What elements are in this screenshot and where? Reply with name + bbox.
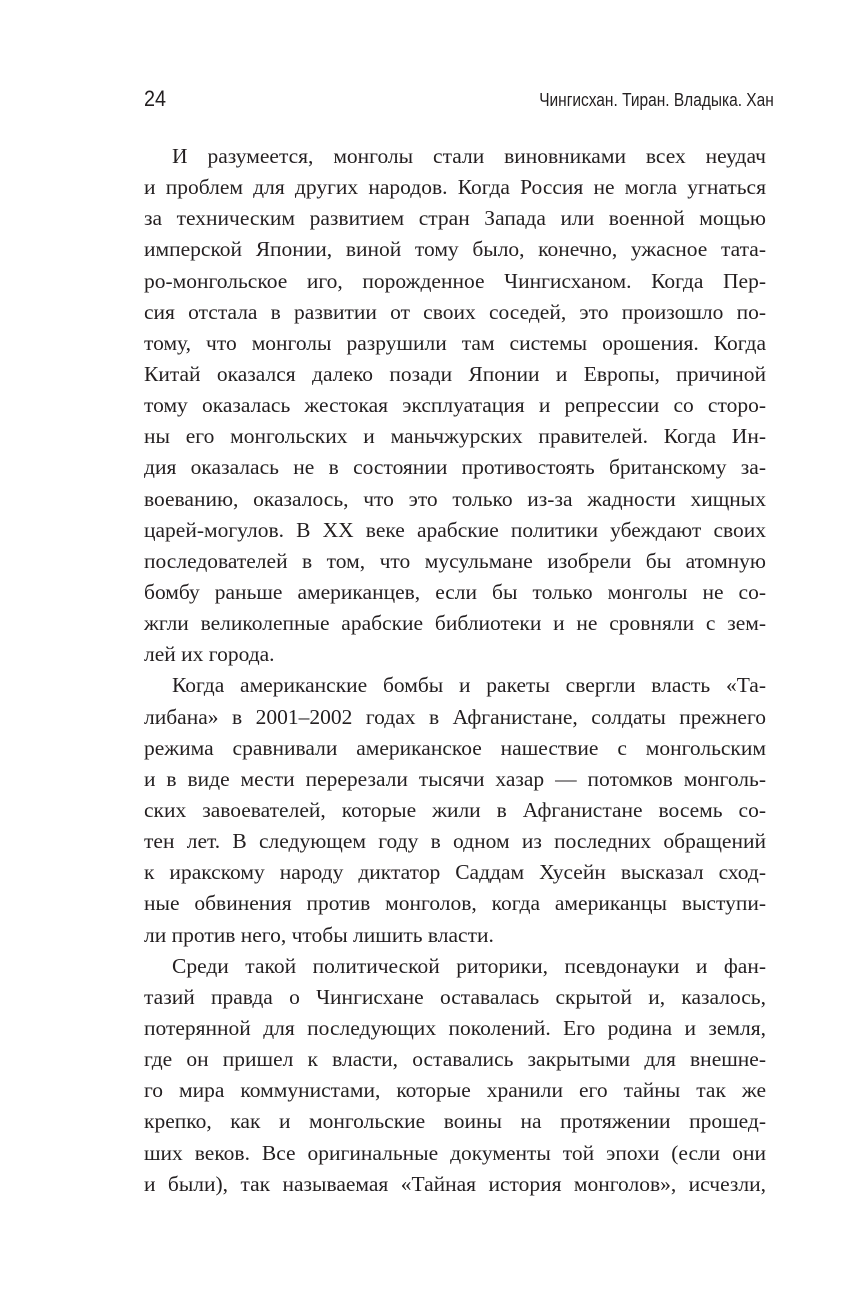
text-line: тому, что монголы разрушили там системы орошения. Когда: [144, 330, 766, 355]
text-line: имперской Японии, виной тому было, конечно, ужасное тата-: [144, 237, 766, 262]
text-line: где он пришел к власти, оставались закрытыми для внешне-: [144, 1047, 766, 1072]
text-line: Китай оказался далеко позади Японии и Европы, причиной: [144, 361, 766, 386]
text-line: ли против него, чтобы лишить власти.: [144, 922, 494, 947]
text-line: ные обвинения против монголов, когда американцы выступи-: [144, 891, 766, 916]
text-line: режима сравнивали американское нашествие с монгольским: [144, 735, 766, 760]
text-line: ны его монгольских и маньчжурских правителей. Когда Ин-: [144, 424, 766, 449]
paragraph-3: [144, 951, 766, 1200]
text-line: тен лет. В следующем году в одном из последних обращений: [144, 829, 766, 854]
text-line: ших веков. Все оригинальные документы той эпохи (если они: [144, 1140, 766, 1165]
text-line: ро-монгольское иго, порожденное Чингисханом. Когда Пер-: [144, 268, 766, 293]
text-line: Среди такой политической риторики, псевдонауки и фан-: [172, 953, 766, 978]
paragraph-1: [144, 141, 766, 670]
text-line: лей их города.: [144, 642, 275, 667]
text-line: бомбу раньше американцев, если бы только монголы не со-: [144, 579, 766, 604]
text-line: ских завоевателей, которые жили в Афганистане восемь со-: [144, 797, 766, 822]
body-text: [144, 141, 766, 1200]
text-line: сия отстала в развитии от своих соседей, это произошло по-: [144, 299, 766, 324]
text-line: го мира коммунистами, которые хранили его тайны так же: [144, 1078, 766, 1103]
text-line: царей-могулов. В XX веке арабские политики убеждают своих: [144, 517, 766, 542]
page-header: [144, 84, 774, 114]
text-line: и были), так называемая «Тайная история монголов», исчезли,: [144, 1171, 766, 1196]
text-line: дия оказалась не в состоянии противостоять британскому за-: [144, 455, 766, 480]
text-line: и в виде мести перерезали тысячи хазар — потомков монголь-: [144, 766, 766, 791]
text-line: и проблем для других народов. Когда Россия не могла угнаться: [144, 175, 766, 200]
text-line: крепко, как и монгольские воины на протяжении прошед-: [144, 1109, 766, 1134]
text-line: тому оказалась жестокая эксплуатация и репрессии со сторо-: [144, 393, 766, 418]
text-line: к иракскому народу диктатор Саддам Хусейн высказал сход-: [144, 860, 766, 885]
text-line: воеванию, оказалось, что это только из-за жадности хищных: [144, 486, 766, 511]
text-line: последователей в том, что мусульмане изобрели бы атомную: [144, 548, 766, 573]
text-line: либана» в 2001–2002 годах в Афганистане, солдаты прежнего: [144, 704, 766, 729]
page-number: 24: [144, 86, 167, 111]
paragraph-2: [144, 670, 766, 950]
text-line: Когда американские бомбы и ракеты свергли власть «Та-: [172, 673, 766, 698]
text-line: жгли великолепные арабские библиотеки и не сровняли с зем-: [144, 611, 766, 636]
text-line: тазий правда о Чингисхане оставалась скрытой и, казалось,: [144, 984, 766, 1009]
running-title: Чингисхан. Тиран. Владыка. Хан: [539, 90, 774, 110]
text-line: И разумеется, монголы стали виновниками всех неудач: [172, 144, 766, 168]
text-line: за техническим развитием стран Запада или военной мощью: [144, 206, 766, 231]
text-line: потерянной для последующих поколений. Его родина и земля,: [144, 1015, 766, 1040]
